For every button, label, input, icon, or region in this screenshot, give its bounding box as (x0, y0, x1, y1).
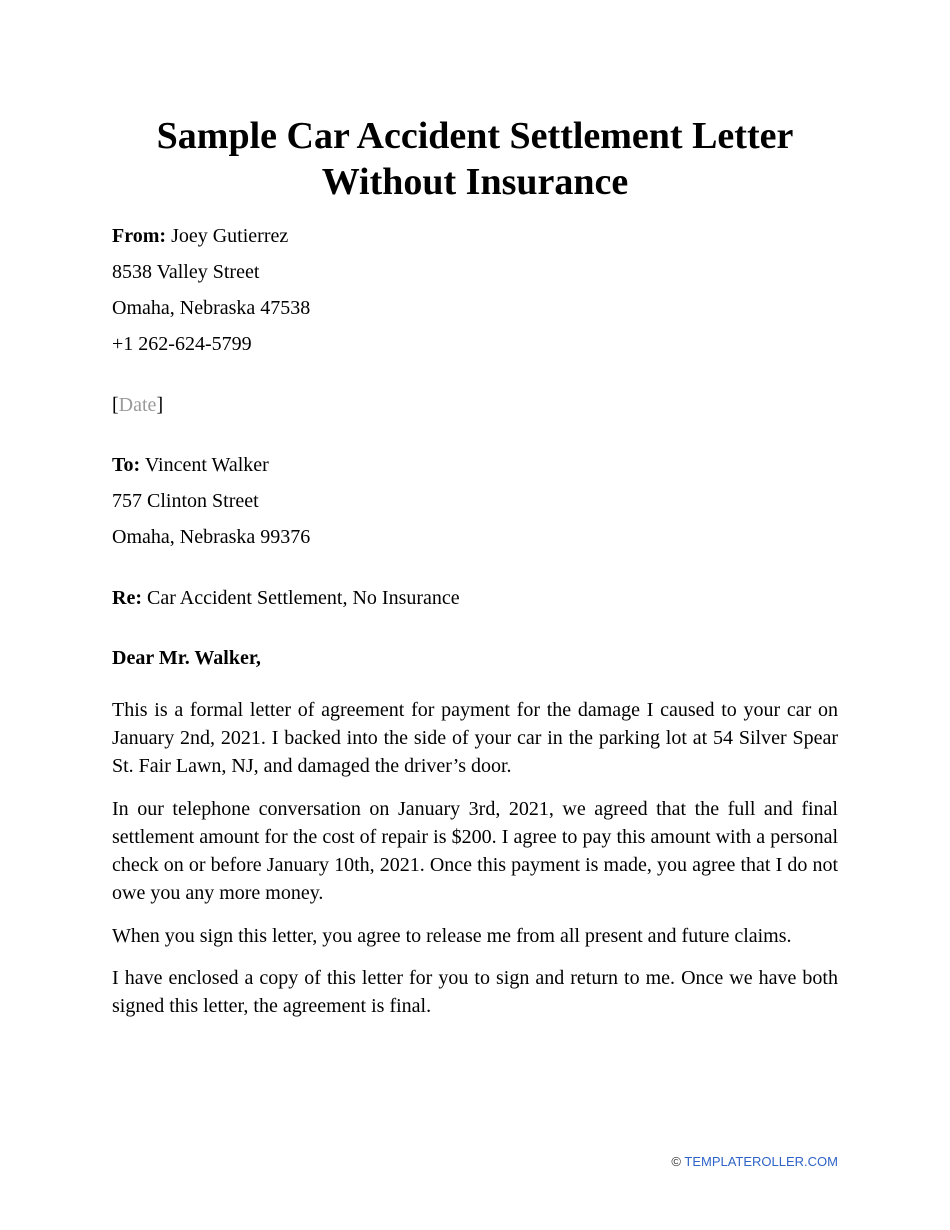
recipient-label: To: (112, 454, 141, 476)
salutation-text: Dear Mr. Walker, (112, 647, 261, 669)
subject-text: Car Accident Settlement, No Insurance (146, 587, 460, 609)
sender-label: From: (112, 225, 167, 247)
sender-street: 8538 Valley Street (112, 261, 260, 283)
sender-city: Omaha, Nebraska 47538 (112, 297, 311, 319)
subject-line (112, 586, 840, 610)
sender-name: Joey Gutierrez (171, 225, 289, 247)
body-paragraph-3: When you sign this letter, you agree to release me from all present and future claims. (112, 925, 792, 947)
copyright-symbol: © (671, 1154, 681, 1169)
recipient-name-line (112, 453, 840, 477)
date-close-bracket: ] (156, 394, 164, 416)
title-line-1: Sample Car Accident Settlement Letter (156, 115, 794, 157)
body-paragraph-1: This is a formal letter of agreement for payment for the damage I caused to your car on January 2nd, 2021. I backed into the side of your car in the parking lot at 54 Silver Spear St. Fair Lawn, NJ, and damaged the driver’s door. (112, 699, 838, 777)
body-paragraph-2: In our telephone conversation on January 3rd, 2021, we agreed that the full and final settlement amount for the cost of repair is $200. I agree to pay this amount with a personal check on or before January 10th, 2021. Once this payment is made, you agree that I do not owe you any more money. (112, 798, 838, 904)
title-line-2: Without Insurance (321, 161, 629, 203)
sender-name-line (112, 224, 840, 248)
recipient-name: Vincent Walker (144, 454, 269, 476)
sender-phone: +1 262-624-5799 (112, 333, 252, 355)
recipient-street: 757 Clinton Street (112, 490, 259, 512)
templateroller-link[interactable]: TEMPLATEROLLER.COM (684, 1154, 838, 1169)
salutation (112, 646, 840, 670)
body-paragraph-4: I have enclosed a copy of this letter for you to sign and return to me. Once we have both signed this letter, the agreement is final. (112, 967, 838, 1017)
date-field (112, 393, 840, 417)
date-open-bracket: [ (112, 394, 119, 416)
recipient-city: Omaha, Nebraska 99376 (112, 526, 311, 548)
date-placeholder: Date (118, 394, 157, 416)
footer-copyright (671, 1154, 838, 1170)
document-title (100, 113, 850, 205)
subject-label: Re: (112, 587, 142, 609)
